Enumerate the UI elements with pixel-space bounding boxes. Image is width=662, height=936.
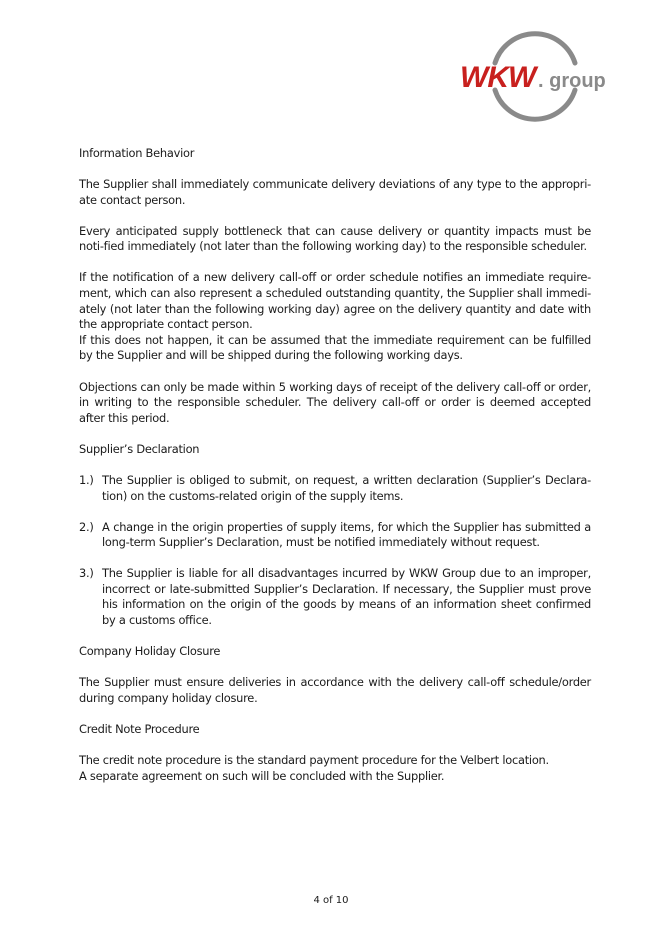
credit-paragraph-2: A separate agreement on such will be concluded with the Supplier. [79, 768, 445, 783]
credit-note-heading: Credit Note Procedure [79, 721, 200, 736]
declaration-item-text: The Supplier is obliged to submit, on request, a written declaration (Supplier’s Declara-tion) on the customs-related origin of the supply items. [102, 472, 591, 503]
logo-suffix: . group [538, 70, 606, 92]
holiday-paragraph: The Supplier must ensure deliveries in accordance with the delivery call-off schedule/order during company holiday closure. [79, 675, 591, 705]
info-behavior-heading: Information Behavior [79, 146, 195, 160]
declaration-item-text: The Supplier is liable for all disadvantages incurred by WKW Group due to an improper, incorrect or late-submitted Supplier’s Declaration. If necessary, the Supplier must prove his information on the origin of the goods by means of an information sheet confirmed by a customs office. [102, 566, 591, 628]
info-paragraph-3: If the notification of a new delivery call-off or order schedule notifies an immediate require-ment, which can also represent a scheduled outstanding quantity, the Supplier shall immedi-ately (not later than the following working day) agree on the delivery quantity and date with the appropriate contact person. [79, 270, 591, 332]
page-number: 4 of 10 [313, 895, 349, 906]
declaration-item-1 [79, 473, 591, 504]
wkw-group-logo [458, 28, 608, 124]
logo-ring-bottom-arc [495, 90, 575, 119]
info-paragraph-2: Every anticipated supply bottleneck that can cause delivery or quantity impacts must be noti-fied immediately (not later than the following working day) to the responsible scheduler. [79, 223, 591, 254]
info-paragraph-5: Objections can only be made within 5 working days of receipt of the delivery call-off or order, in writing to the responsible scheduler. The delivery call-off or order is deemed accepted after this period. [79, 379, 591, 425]
info-paragraph-1: The Supplier shall immediately communicate delivery deviations of any type to the appropri-ate contact person. [79, 177, 591, 207]
document-body [79, 146, 591, 784]
company-holiday-heading: Company Holiday Closure [79, 644, 221, 659]
logo-ring-top-arc [495, 34, 575, 63]
declaration-item-number: 1.) [79, 472, 94, 487]
declaration-item-text: A change in the origin properties of supply items, for which the Supplier has submitted a long-term Supplier’s Declaration, must be notified immediately without request. [102, 519, 591, 550]
declaration-item-number: 3.) [79, 566, 94, 581]
suppliers-declaration-heading: Supplier’s Declaration [79, 441, 200, 456]
credit-paragraph-1: The credit note procedure is the standard payment procedure for the Velbert location. [79, 753, 549, 768]
declaration-item-3 [79, 566, 591, 628]
logo-brand: WKW [460, 61, 536, 94]
declaration-item-number: 2.) [79, 519, 94, 534]
declaration-item-2 [79, 520, 591, 551]
info-paragraph-4: If this does not happen, it can be assumed that the immediate requirement can be fulfilled by the Supplier and will be shipped during the following working days. [79, 332, 591, 363]
